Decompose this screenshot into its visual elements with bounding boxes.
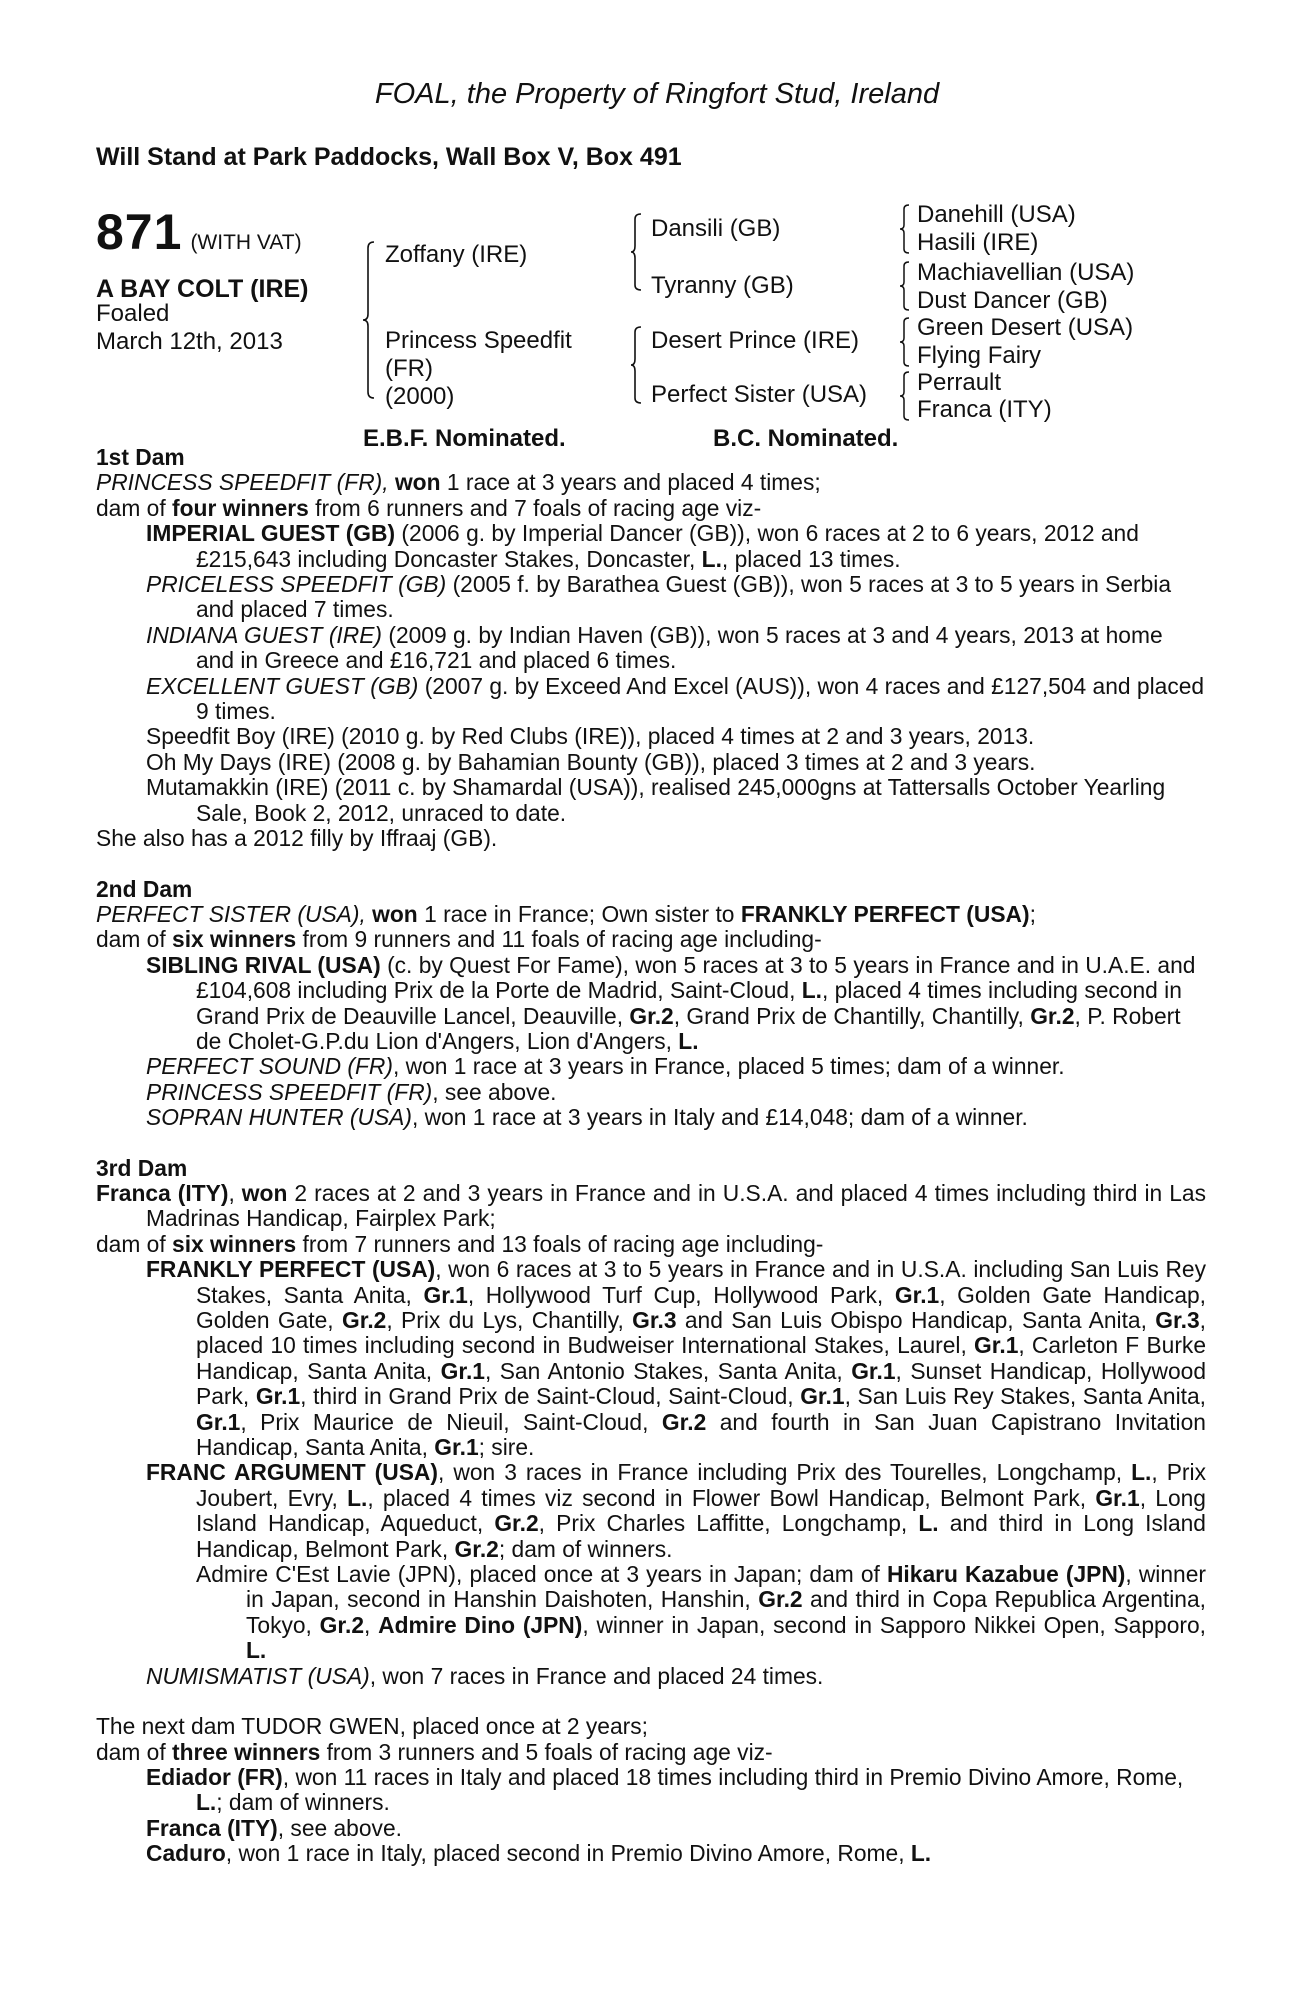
pedigree-ssd: Hasili (IRE)	[917, 229, 1039, 256]
pedigree-dam-sire: Desert Prince (IRE)	[651, 327, 860, 354]
offspring-entry: INDIANA GUEST (IRE) (2009 g. by Indian Haven (GB)), won 5 races at 3 and 4 years, 2013 at home and in Greece and £16,721 and placed 6 times.	[146, 621, 1163, 674]
bc-nomination: B.C. Nominated.	[713, 425, 899, 452]
first-dam-heading: 1st Dam	[96, 444, 185, 470]
third-dam-produce: dam of six winners from 7 runners and 13 foals of racing age including-	[96, 1230, 824, 1257]
first-dam-line: PRINCESS SPEEDFIT (FR), won 1 race at 3 years and placed 4 times;	[96, 469, 821, 496]
offspring-entry: SOPRAN HUNTER (USA), won 1 race at 3 years in Italy and £14,048; dam of a winner.	[146, 1104, 1028, 1131]
pedigree-sdd: Dust Dancer (GB)	[917, 287, 1108, 314]
first-dam-note: She also has a 2012 filly by Iffraaj (GB).	[96, 825, 498, 852]
pedigree-dam-dam: Perfect Sister (USA)	[651, 381, 868, 408]
pedigree-dsd: Flying Fairy	[917, 342, 1042, 369]
section-gap	[96, 852, 1206, 877]
catalogue-body	[96, 445, 1206, 1867]
second-dam-line: PERFECT SISTER (USA), won 1 race in France; Own sister to FRANKLY PERFECT (USA);	[96, 900, 1036, 927]
pedigree-dam-line1: Princess Speedfit	[385, 327, 572, 354]
pedigree-dss: Green Desert (USA)	[917, 314, 1134, 341]
second-dam-heading: 2nd Dam	[96, 875, 193, 902]
offspring-entry: IMPERIAL GUEST (GB) (2006 g. by Imperial Dancer (GB)), won 6 races at 2 to 6 years, 2012 and £215,643 including Doncaster Stakes, Doncaster, L., placed 13 times.	[146, 520, 1139, 572]
pedigree-dam-line3: (2000)	[385, 383, 455, 410]
pedigree-sire-sire: Dansili (GB)	[651, 215, 781, 242]
pedigree-dds: Perrault	[917, 369, 1002, 396]
offspring-entry: NUMISMATIST (USA), won 7 races in France and placed 24 times.	[146, 1662, 824, 1689]
offspring-entry: Mutamakkin (IRE) (2011 c. by Shamardal (USA)), realised 245,000gns at Tattersalls October Yearling Sale, Book 2, 2012, unraced to date.	[146, 774, 1166, 826]
section-gap	[96, 1689, 1206, 1714]
stand-location: Will Stand at Park Paddocks, Wall Box V, Box 491	[96, 143, 682, 171]
pedigree-brace-gen1	[362, 240, 378, 400]
pedigree-brace-dam	[630, 325, 644, 405]
offspring-entry: SIBLING RIVAL (USA) (c. by Quest For Fame), won 5 races at 3 to 5 years in France and in U.A.E. and £104,608 including Prix de la Porte de Madrid, Saint-Cloud, L., placed 4 times including second in Grand Prix de Deauville Lancel, Deauville, Gr.2, Grand Prix de Chantilly, Chantilly, Gr.2, P. Robert de Cholet-G.P.du Lion d'Angers, Lion d'Angers, L.	[146, 951, 1196, 1054]
pedigree-sds: Machiavellian (USA)	[917, 259, 1135, 286]
offspring-entry: PRINCESS SPEEDFIT (FR), see above.	[146, 1078, 557, 1105]
page-title: FOAL, the Property of Ringfort Stud, Ireland	[374, 78, 940, 110]
next-dam-produce: dam of three winners from 3 runners and 5 foals of racing age viz-	[96, 1738, 773, 1765]
offspring-entry: FRANC ARGUMENT (USA), won 3 races in France including Prix des Tourelles, Longchamp, L., Prix Joubert, Evry, L., placed 4 times viz second in Flower Bowl Handicap, Belmont Park, Gr.1, Long Island Handicap, Aqueduct, Gr.2, Prix Charles Laffitte, Longchamp, L. and third in Long Island Handicap, Belmont Park, Gr.2; dam of winners.	[146, 1459, 1206, 1562]
offspring-entry: EXCELLENT GUEST (GB) (2007 g. by Exceed And Excel (AUS)), won 4 races and £127,504 and placed 9 times.	[146, 672, 1205, 725]
offspring-entry: Franca (ITY), see above.	[146, 1814, 402, 1841]
pedigree-ddd: Franca (ITY)	[917, 396, 1052, 423]
first-dam-produce: dam of four winners from 6 runners and 7 foals of racing age viz-	[96, 494, 762, 521]
offspring-entry: PRICELESS SPEEDFIT (GB) (2005 f. by Barathea Guest (GB)), won 5 races at 3 to 5 years in Serbia and placed 7 times.	[146, 571, 1172, 623]
third-dam-line: Franca (ITY), won 2 races at 2 and 3 years in France and in U.S.A. and placed 4 times including third in Las Madrinas Handicap, Fairplex Park;	[96, 1179, 1206, 1232]
pedigree-sire: Zoffany (IRE)	[385, 241, 528, 268]
second-dam-produce: dam of six winners from 9 runners and 11 foals of racing age including-	[96, 926, 822, 953]
pedigree-brace-dd	[899, 370, 911, 422]
pedigree-brace-ss	[899, 203, 911, 255]
pedigree-sss: Danehill (USA)	[917, 201, 1076, 228]
ebf-nomination: E.B.F. Nominated.	[363, 425, 566, 452]
lot-number: 871	[96, 204, 183, 260]
pedigree-brace-ds	[899, 316, 911, 368]
offspring-entry: Oh My Days (IRE) (2008 g. by Bahamian Bounty (GB)), placed 3 times at 2 and 3 years.	[146, 748, 1036, 775]
section-gap	[96, 1131, 1206, 1156]
offspring-entry: FRANKLY PERFECT (USA), won 6 races at 3 to 5 years in France and in U.S.A. including San Luis Rey Stakes, Santa Anita, Gr.1, Hollywood Turf Cup, Hollywood Park, Gr.1, Golden Gate Handicap, Golden Gate, Gr.2, Prix du Lys, Chantilly, Gr.3 and San Luis Obispo Handicap, Santa Anita, Gr.3, placed 10 times including second in Budweiser International Stakes, Laurel, Gr.1, Carleton F Burke Handicap, Santa Anita, Gr.1, San Antonio Stakes, Santa Anita, Gr.1, Sunset Handicap, Hollywood Park, Gr.1, third in Grand Prix de Saint-Cloud, Saint-Cloud, Gr.1, San Luis Rey Stakes, Santa Anita, Gr.1, Prix Maurice de Nieuil, Saint-Cloud, Gr.2 and fourth in San Juan Capistrano Invitation Handicap, Santa Anita, Gr.1; sire.	[146, 1256, 1207, 1461]
lot-header	[96, 203, 302, 261]
grand-offspring-entry: Admire C'Est Lavie (JPN), placed once at 3 years in Japan; dam of Hikaru Kazabue (JPN), winner in Japan, second in Hanshin Daishoten, Hanshin, Gr.2 and third in Copa Republica Argentina, Tokyo, Gr.2, Admire Dino (JPN), winner in Japan, second in Sapporo Nikkei Open, Sapporo, L.	[196, 1561, 1206, 1664]
foaled-date: March 12th, 2013	[96, 328, 283, 355]
pedigree-dam	[385, 327, 572, 411]
offspring-entry: Speedfit Boy (IRE) (2010 g. by Red Clubs (IRE)), placed 4 times at 2 and 3 years, 2013.	[146, 723, 1035, 750]
foaled-label: Foaled	[96, 300, 170, 327]
lot-name: A BAY COLT (IRE)	[96, 275, 309, 303]
offspring-entry: PERFECT SOUND (FR), won 1 race at 3 years in France, placed 5 times; dam of a winner.	[146, 1053, 1065, 1080]
pedigree-brace-sd	[899, 260, 911, 312]
next-dam-line: The next dam TUDOR GWEN, placed once at 2 years;	[96, 1713, 648, 1740]
pedigree-dam-line2: (FR)	[385, 355, 433, 382]
third-dam-heading: 3rd Dam	[96, 1154, 188, 1181]
offspring-entry: Ediador (FR), won 11 races in Italy and placed 18 times including third in Premio Divino Amore, Rome, L.; dam of winners.	[146, 1763, 1184, 1816]
vat-note: (WITH VAT)	[190, 231, 302, 254]
offspring-entry: Caduro, won 1 race in Italy, placed second in Premio Divino Amore, Rome, L.	[146, 1840, 932, 1867]
foaled-info	[96, 300, 283, 356]
pedigree-brace-sire	[630, 212, 644, 292]
pedigree-sire-dam: Tyranny (GB)	[651, 272, 794, 299]
